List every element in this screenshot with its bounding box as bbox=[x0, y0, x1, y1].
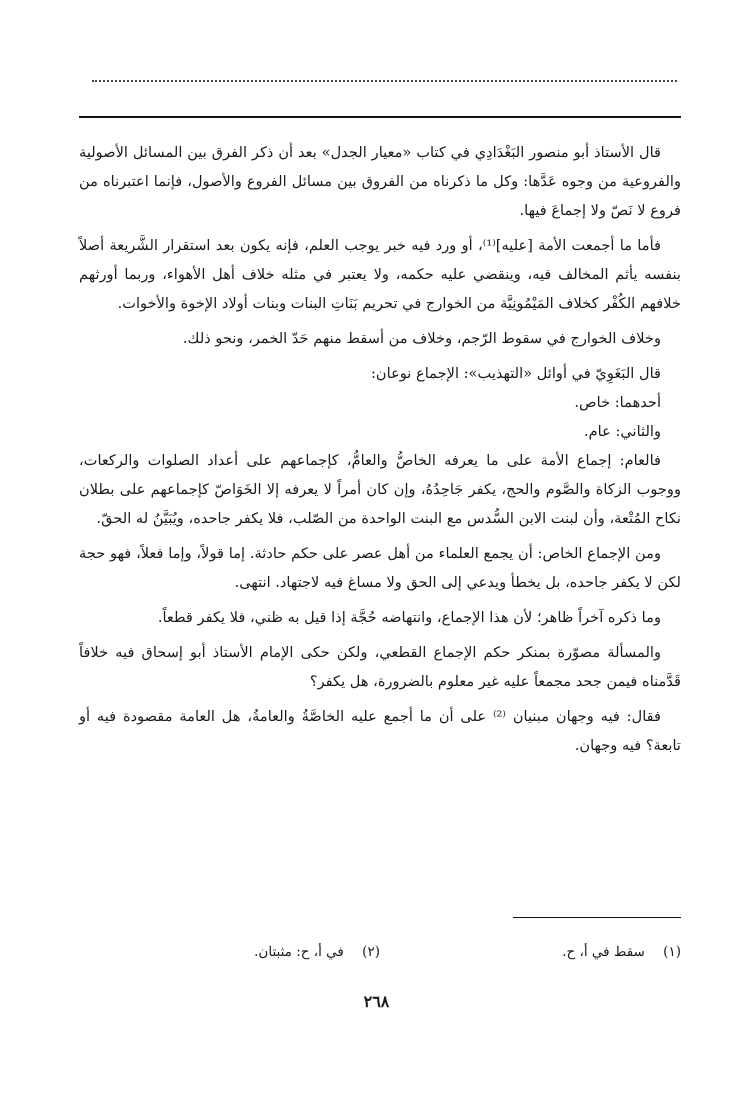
footnote-2 bbox=[79, 940, 380, 964]
paragraph: والمسألة مصوّرة بمنكر حكم الإجماع القطعي، ولكن حكى الإمام الأستاذ أبو إسحاق فيه خلافاً قَدَّمناه فيمن جحد مجمعاً عليه غير معلوم بالضرورة، هل يكفر؟ bbox=[79, 644, 681, 690]
footnote-number: (٢) bbox=[362, 944, 380, 960]
paragraph: ومن الإجماع الخاص: أن يجمع العلماء من أهل عصر على حكم حادثة. إما قولاً، وإما فعلاً، فهو حجة لكن لا يكفر جاحده، بل يخطأ ويدعي إلى الحق ولا مساغ فيه لاجتهاد. انتهى. bbox=[79, 545, 681, 591]
paragraph: أحدهما: خاص. bbox=[574, 394, 661, 411]
page-number: ٢٦٨ bbox=[363, 992, 390, 1011]
header-rule bbox=[79, 116, 681, 118]
footnote-1 bbox=[380, 940, 681, 964]
footnote-number: (١) bbox=[663, 944, 681, 960]
paragraph: فالعام: إجماع الأمة على ما يعرفه الخاصُّ والعامُّ، كإجماعهم على أعداد الصلوات والركعات، ووجوب الزكاة والصَّوم والحج، يكفر جَاحِدُهُ، وإن كان أمراً لا يعرفه إلا الخَوَاصّ كإجماعهم على بطلان نكاح المُتْعة، وأن لبنت الابن السُّدس مع البنت الواحدة من الصّلب، فلا يكفر جاحده، ويُبَيَّنُ له الحقّ. bbox=[79, 452, 681, 527]
paragraph: فأما ما أجمعت الأمة [عليه]⁽¹⁾، أو ورد فيه خبر يوجب العلم، فإنه يكون بعد استقرار الشَّريعة أصلاً بنفسه يأثم المخالف فيه، وينقضي عليه حكمه، ولا يعتبر في مثله خلاف أهل الأهواء، وربما أورثهم خلافهم الكُفْر كخلاف المَيْمُونِيَّة من الخوارج في تحريم بَنَاتِ البنات وبنات أولاد الإخوة والأخوات. bbox=[79, 237, 681, 312]
paragraph: وما ذكره آخراً ظاهر؛ لأن هذا الإجماع، وانتهاضه حُجَّة إذا قيل به ظني، فلا يكفر قطعاً. bbox=[157, 609, 661, 626]
paragraph: وخلاف الخوارج في سقوط الرّجم، وخلاف من أسقط منهم حَدّ الخمر، ونحو ذلك. bbox=[182, 330, 661, 347]
dotted-header-line bbox=[92, 80, 677, 82]
footnote-text: في أ، ح: مثبتان. bbox=[254, 944, 344, 960]
main-text bbox=[79, 138, 681, 766]
paragraph: قال البَغَوِيّ في أوائل «التهذيب»: الإجماع نوعان: bbox=[370, 365, 661, 382]
footnote-separator bbox=[513, 917, 681, 918]
paragraph: قال الأستاذ أبو منصور البَغْدَادِي في كتاب «معيار الجدل» بعد أن ذكر الفرق بين المسائل الأصولية والفروعية من وجوه عَدَّها: وكل ما ذكرناه من الفروق بين مسائل الفروع والأصول، فإنما اعتبرناه من فروع لا نَصّ ولا إجماعَ فيها. bbox=[79, 144, 681, 219]
footnote-text: سقط في أ، ح. bbox=[562, 944, 645, 960]
footnotes bbox=[79, 940, 681, 964]
paragraph: والثاني: عام. bbox=[583, 423, 661, 440]
paragraph: فقال: فيه وجهان مبنيان ⁽²⁾ على أن ما أجمع عليه الخاصَّةُ والعامةُ، هل العامة مقصودة فيه أو تابعة؟ فيه وجهان. bbox=[79, 708, 681, 754]
